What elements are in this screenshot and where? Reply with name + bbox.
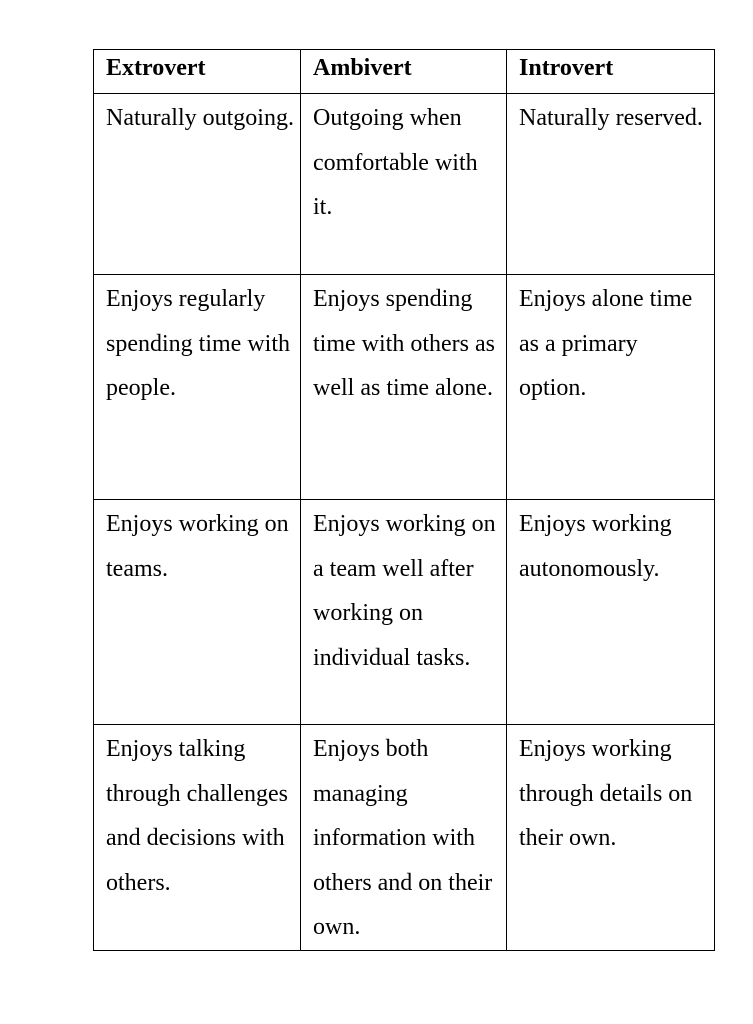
table-row — [94, 275, 715, 500]
table-cell-ambivert — [301, 94, 507, 275]
table-cell-ambivert — [301, 500, 507, 725]
table-cell-extrovert — [94, 94, 301, 275]
cell-text: Naturally reserved. — [519, 105, 703, 131]
table-cell-ambivert — [301, 725, 507, 951]
cell-text: Enjoys working through details on their own. — [519, 736, 693, 851]
table-cell-extrovert — [94, 725, 301, 951]
cell-text: Enjoys working autonomously. — [519, 511, 672, 582]
cell-text: Enjoys both managing information with others and on their own. — [313, 736, 493, 940]
table-cell-ambivert — [301, 275, 507, 500]
cell-text: Enjoys talking through challenges and decisions with others. — [106, 736, 288, 896]
cell-text: Outgoing when comfortable with it. — [313, 105, 478, 220]
table-cell-introvert — [507, 94, 715, 275]
cell-text: Enjoys alone time as a primary option. — [519, 286, 693, 401]
cell-text: Enjoys working on teams. — [106, 511, 289, 582]
cell-text: Enjoys regularly spending time with people. — [106, 286, 290, 401]
personality-comparison-table — [93, 49, 715, 951]
table-row — [94, 725, 715, 951]
column-header-ambivert: Ambivert — [301, 50, 507, 94]
table-cell-introvert — [507, 725, 715, 951]
table-cell-extrovert — [94, 275, 301, 500]
table-header-row — [94, 50, 715, 94]
table-row — [94, 94, 715, 275]
column-header-extrovert: Extrovert — [94, 50, 301, 94]
table-cell-introvert — [507, 275, 715, 500]
table-row — [94, 500, 715, 725]
cell-text: Enjoys working on a team well after working on individual tasks. — [313, 511, 496, 671]
table-cell-extrovert — [94, 500, 301, 725]
table-cell-introvert — [507, 500, 715, 725]
cell-text: Naturally outgoing. — [106, 105, 294, 131]
cell-text: Enjoys spending time with others as well as time alone. — [313, 286, 495, 401]
column-header-introvert: Introvert — [507, 50, 715, 94]
